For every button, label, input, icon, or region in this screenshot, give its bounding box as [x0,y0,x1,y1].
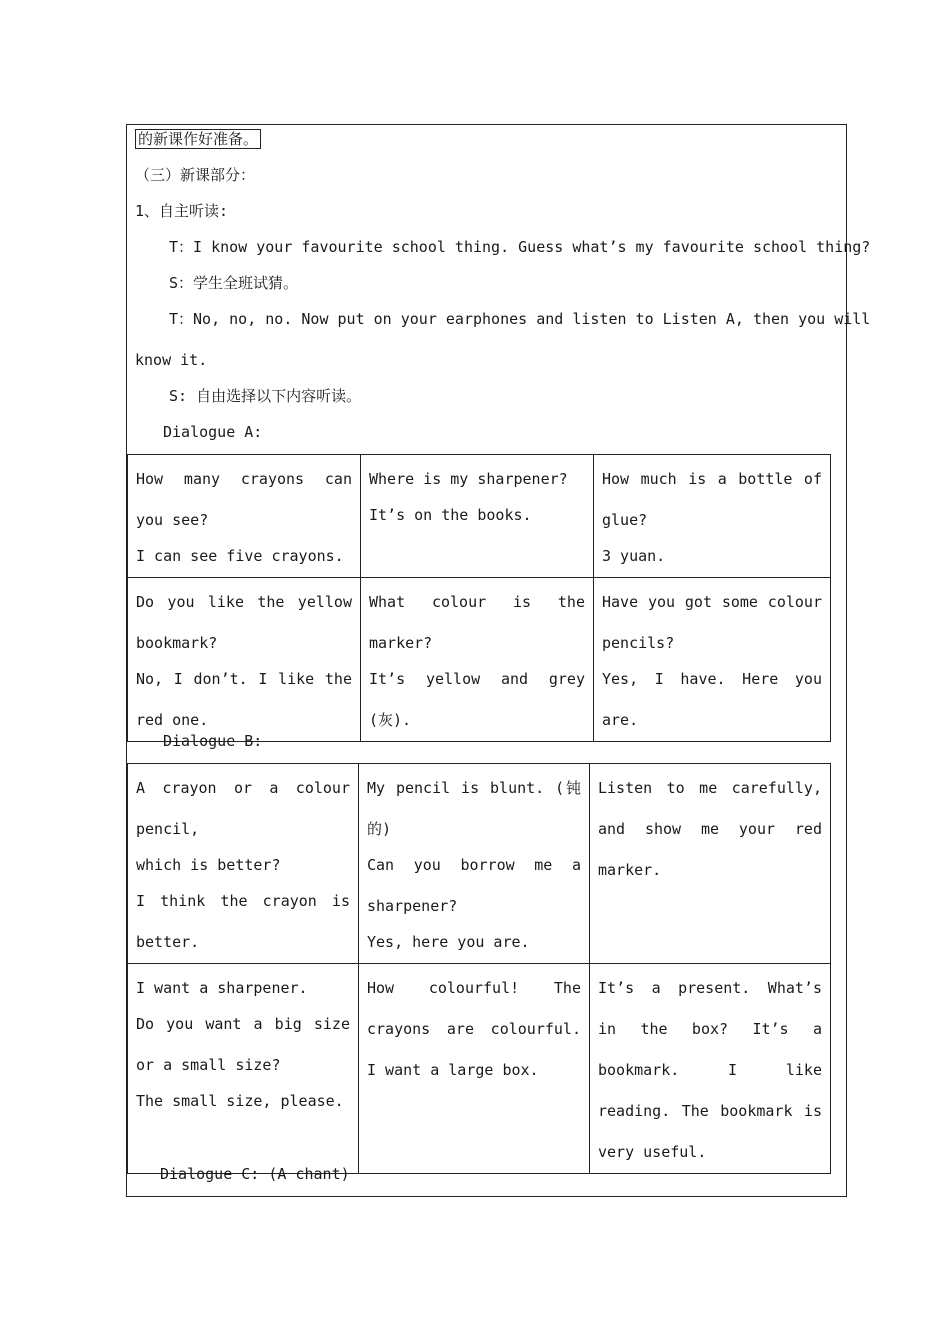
cell-line: It’s yellow and grey (灰). [369,670,585,729]
cell-line: A crayon or a colour pencil, [136,779,350,838]
teacher-line-2-cont: know it. [135,351,208,369]
cell-line: which is better? [136,856,281,874]
cell-line: No, I don’t. I like the red one. [136,670,352,729]
table-row [128,455,831,578]
cell-line: What colour is the marker? [369,593,585,652]
cell-line: I think the crayon is better. [136,892,350,951]
dialogue-cell [128,455,361,578]
cell-line: Do you like the yellow bookmark? [136,593,352,652]
cell-line: Listen to me carefully, and show me your red marker. [598,779,822,879]
cell-line: Yes, here you are. [367,933,530,951]
dialogue-cell [128,764,359,964]
cell-line: My pencil is blunt. (钝的) [367,779,581,838]
dialogue-cell [361,455,594,578]
dialogue-cell [590,764,831,964]
table-row [128,764,831,964]
cell-line: How colourful! The crayons are colourful. I want a large box. [367,979,581,1079]
table-row [128,578,831,742]
dialogue-a-table [127,454,831,742]
dialogue-cell [359,964,590,1174]
cell-line: It’s on the books. [369,506,532,524]
dialogue-cell [128,578,361,742]
dialogue-cell [594,578,831,742]
dialogue-cell [594,455,831,578]
section-heading: （三）新课部分： [135,166,256,184]
teacher-line-2: T：No, no, no. Now put on your earphones and listen to Listen A, then you will [169,310,871,328]
student-line-1: S：学生全班试猜。 [169,274,299,292]
cell-line: Can you borrow me a sharpener? [367,856,581,915]
cell-line: I can see five crayons. [136,547,344,565]
cell-line: It’s a present. What’s in the box? It’s a bookmark. I like reading. The bookmark is very useful. [598,979,822,1161]
cell-line: I want a sharpener. [136,979,308,997]
dialogue-b-table [127,763,831,1174]
prep-line [135,130,261,148]
dialogue-b-label: Dialogue B: [163,732,263,750]
table-row [128,964,831,1174]
cell-line: 3 yuan. [602,547,666,565]
student-line-2: S: 自由选择以下内容听读。 [169,387,362,405]
cell-line: How much is a bottle of glue? [602,470,822,529]
dialogue-cell [128,964,359,1174]
dialogue-cell [359,764,590,964]
cell-line: Yes, I have. Here you are. [602,670,822,729]
dialogue-a-label: Dialogue A: [163,423,263,441]
cell-line: Do you want a big size or a small size? [136,1015,350,1074]
teacher-line-1: T：I know your favourite school thing. Guess what’s my favourite school thing? [169,238,871,256]
step-heading: 1、自主听读: [135,202,229,220]
cell-line: Where is my sharpener? [369,470,568,488]
dialogue-cell [590,964,831,1174]
dialogue-cell [361,578,594,742]
cell-line: How many crayons can you see? [136,470,352,529]
dialogue-c-label: Dialogue C: (A chant) [160,1165,350,1183]
cell-line: The small size, please. [136,1092,344,1110]
cell-line: Have you got some colour pencils? [602,593,822,652]
prep-line-text: 的新课作好准备。 [135,129,261,149]
